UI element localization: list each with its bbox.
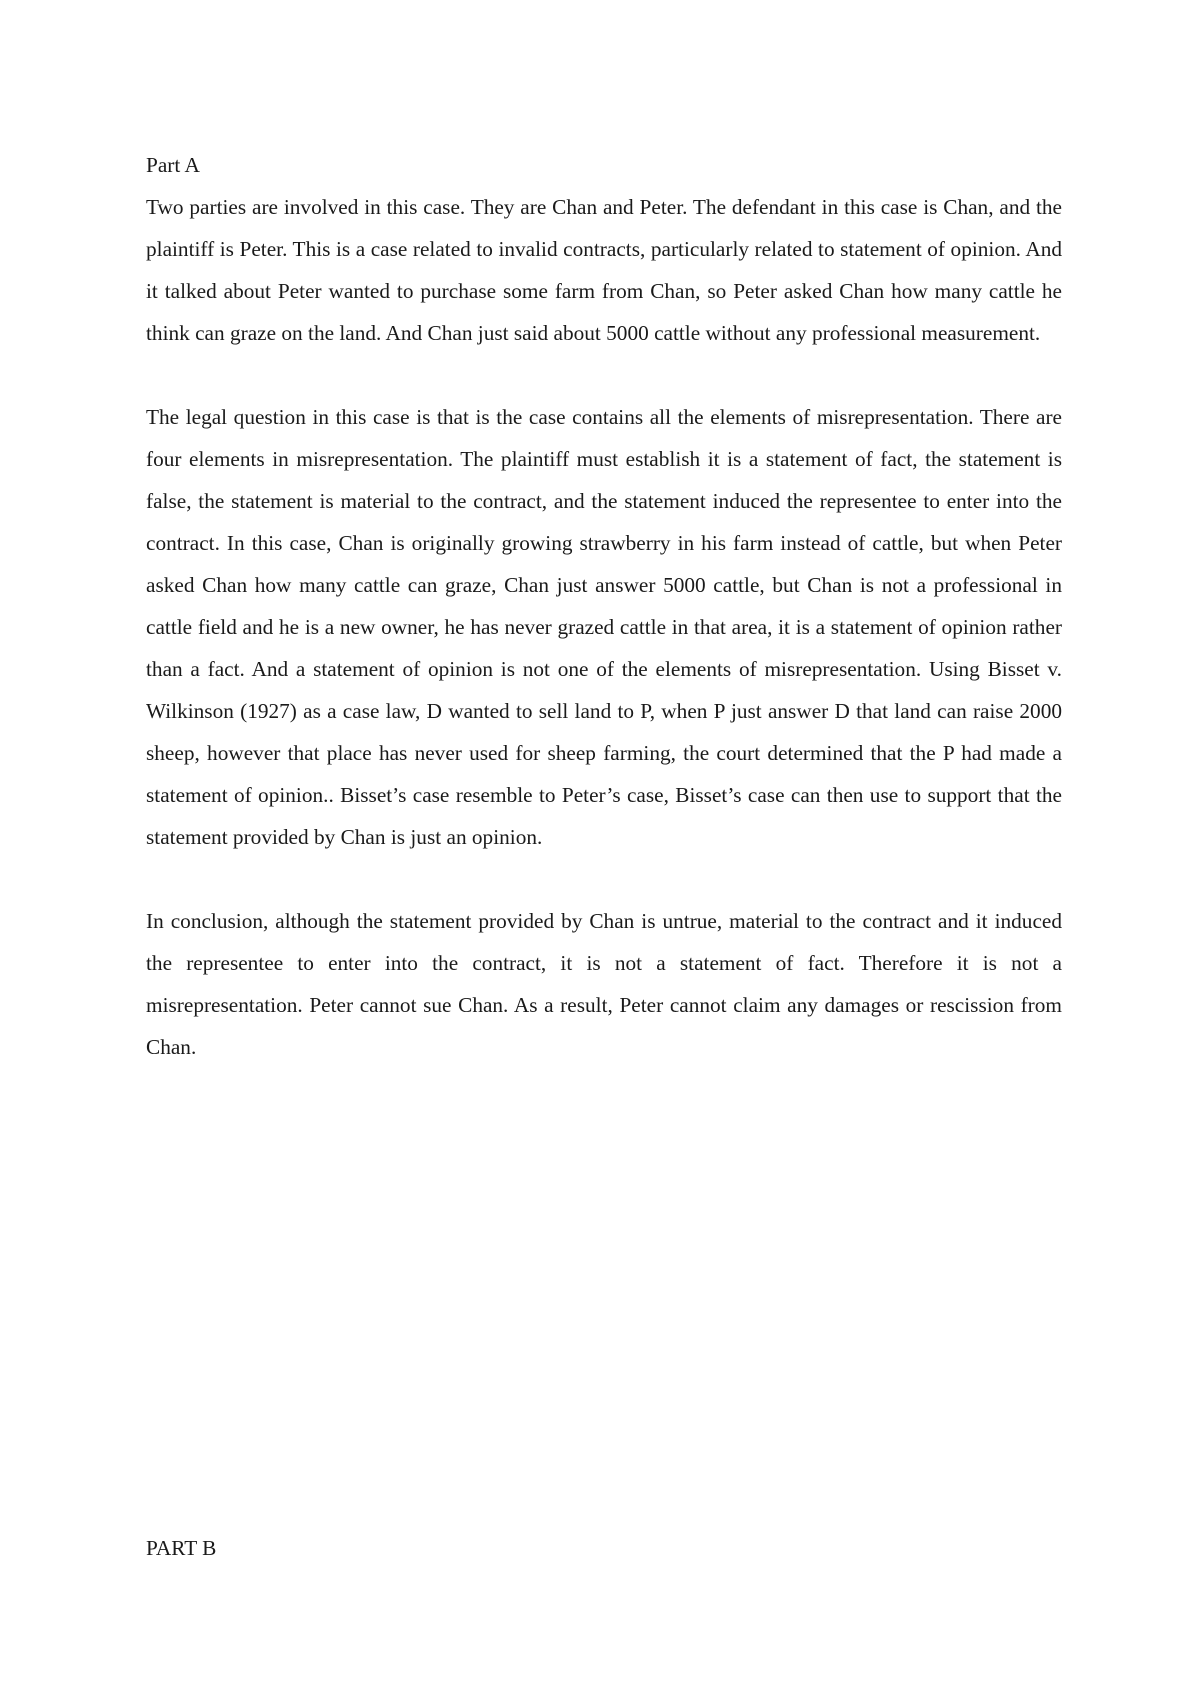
part-b-heading: PART B: [146, 1536, 217, 1560]
paragraph-spacer: [146, 858, 1062, 900]
part-a-heading: Part A: [146, 153, 200, 177]
paragraph-conclusion: In conclusion, although the statement provided by Chan is untrue, material to the contract and it induced the representee to enter into the contract, it is not a statement of fact. Therefore it is not a misrepresentation. Peter cannot sue Chan. As a result, Peter cannot claim any damages or rescission from Chan.: [146, 909, 1062, 1059]
paragraph-facts: Two parties are involved in this case. They are Chan and Peter. The defendant in this case is Chan, and the plaintiff is Peter. This is a case related to invalid contracts, particularly related to statement of opinion. And it talked about Peter wanted to purchase some farm from Chan, so Peter asked Chan how many cattle he think can graze on the land. And Chan just said about 5000 cattle without any professional measurement.: [146, 195, 1062, 345]
document-body: [146, 144, 1062, 1068]
paragraph-legal-question: The legal question in this case is that is the case contains all the elements of misrepresentation. There are four elements in misrepresentation. The plaintiff must establish it is a statement of fact, the statement is false, the statement is material to the contract, and the statement induced the representee to enter into the contract. In this case, Chan is originally growing strawberry in his farm instead of cattle, but when Peter asked Chan how many cattle can graze, Chan just answer 5000 cattle, but Chan is not a professional in cattle field and he is a new owner, he has never grazed cattle in that area, it is a statement of opinion rather than a fact. And a statement of opinion is not one of the elements of misrepresentation. Using Bisset v. Wilkinson (1927) as a case law, D wanted to sell land to P, when P just answer D that land can raise 2000 sheep, however that place has never used for sheep farming, the court determined that the P had made a statement of opinion.. Bisset’s case resemble to Peter’s case, Bisset’s case can then use to support that the statement provided by Chan is just an opinion.: [146, 405, 1062, 849]
paragraph-spacer: [146, 354, 1062, 396]
